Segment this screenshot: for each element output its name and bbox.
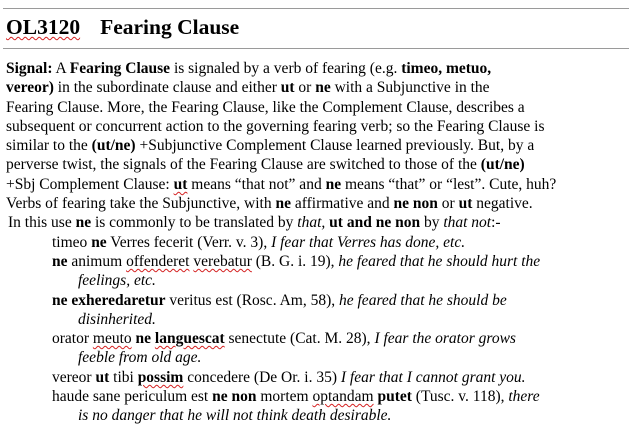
text-span: haude sane periculum est	[52, 388, 213, 406]
paragraph-line: Fearing Clause. More, the Fearing Clause, like the Complement Clause, describes a	[6, 98, 525, 116]
text-span: with a Subjunctive in the	[330, 79, 490, 97]
paragraph-line	[6, 213, 630, 232]
text-span: veritus est (Rosc. Am, 58),	[165, 291, 339, 309]
paragraph-line	[6, 194, 630, 213]
page-title: Fearing Clause	[100, 15, 240, 39]
example-line	[6, 252, 630, 271]
term-bold: ut	[173, 175, 188, 193]
text-span: timeo	[52, 233, 92, 251]
spellcheck-word: verebatur	[193, 252, 252, 270]
spellcheck-word: meuto	[92, 330, 132, 348]
text-span: +Subjunctive Complement Clause learned previously. But, by a	[135, 137, 535, 155]
text-span: A	[52, 60, 70, 77]
term-bold: ne	[325, 175, 342, 193]
text-span: :-	[491, 214, 501, 232]
text-span: or	[437, 195, 459, 213]
term-bold: ut and ne non	[329, 214, 421, 232]
translation-italic: feelings, etc.	[78, 272, 156, 290]
example-continuation	[6, 310, 630, 329]
text-span: (B. G. i. 19),	[251, 252, 339, 270]
translation-italic: I fear that Verres has done, etc.	[271, 233, 466, 251]
example-line	[6, 329, 630, 348]
text-span: (Tusc. v. 118),	[411, 388, 509, 406]
text-span: Verres fecerit (Verr. v. 3),	[106, 233, 272, 251]
translation-italic: he feared that he should be	[339, 291, 507, 309]
translation-italic: is no danger that he will not think death desirable.	[78, 407, 392, 425]
translation-italic: there	[508, 388, 540, 406]
paragraph-line	[6, 155, 630, 174]
translation-italic: feeble from old age.	[78, 349, 202, 367]
term-bold: ne	[75, 214, 92, 232]
text-span: similar to the	[6, 137, 92, 155]
text-span: mortem	[256, 388, 313, 406]
term-bold: ne	[91, 233, 107, 251]
text-span: In this use	[8, 214, 76, 232]
text-span: vereor	[52, 368, 96, 386]
example-line	[6, 387, 630, 406]
term-bold: ne non	[212, 388, 257, 406]
term-bold: ne	[275, 195, 291, 213]
text-span: or	[294, 79, 316, 97]
term-bold: ne non	[393, 195, 438, 213]
text-italic: that,	[297, 214, 326, 232]
term-bold: possim	[137, 368, 184, 386]
text-span: is signaled by a verb of fearing (e.g.	[170, 60, 402, 77]
example-line	[6, 233, 630, 252]
term-bold: ne	[135, 330, 152, 348]
paragraph-line	[6, 175, 630, 194]
top-divider	[3, 8, 629, 9]
spellcheck-word: offenderet	[126, 252, 190, 270]
term-bold: ut	[95, 368, 110, 386]
translation-italic: he feared that he should hurt the	[338, 252, 541, 270]
example-continuation	[6, 348, 630, 367]
signal-label: Signal:	[6, 60, 53, 77]
translation-italic: disinherited.	[78, 310, 156, 328]
term-bold: ne	[315, 79, 331, 97]
term-bold: (ut/ne)	[91, 137, 136, 155]
spellcheck-word: optandam	[312, 388, 374, 406]
term-bold: languescat	[154, 330, 225, 348]
text-span: perverse twist, the signals of the Fearing Clause are switched to those of the	[6, 156, 481, 174]
text-span: Verbs of fearing take the Subjunctive, with	[6, 195, 276, 213]
lesson-body	[6, 59, 630, 426]
translation-italic: I fear the orator grows	[374, 330, 516, 348]
text-span: by	[420, 214, 444, 232]
heading-divider	[3, 48, 629, 49]
paragraph-line	[6, 136, 630, 155]
text-span: means “that not” and	[187, 175, 326, 193]
paragraph-line	[6, 78, 630, 97]
example-continuation	[6, 406, 630, 425]
page-heading	[6, 15, 239, 40]
term-bold: ne	[52, 252, 68, 270]
text-italic: that not	[443, 214, 492, 232]
example-line	[6, 291, 630, 310]
text-span: +Sbj Complement Clause:	[6, 175, 174, 193]
paragraph-line	[6, 59, 630, 78]
term-bold: Fearing Clause	[69, 60, 171, 77]
text-span: in the subordinate clause and either	[53, 79, 281, 97]
term-bold: ne exheredaretur	[52, 291, 166, 309]
text-span: tibi	[109, 368, 138, 386]
text-span: animum	[67, 252, 127, 270]
term-bold: putet	[377, 388, 412, 406]
text-span: means “that” or “lest”. Cute, huh?	[341, 175, 557, 193]
text-span: negative.	[472, 195, 533, 213]
term-bold: ut	[458, 195, 473, 213]
translation-italic: I fear that I cannot grant you.	[340, 368, 526, 386]
text-span: senectute (Cat. M. 28),	[224, 330, 375, 348]
example-line	[6, 368, 630, 387]
example-continuation	[6, 271, 630, 290]
text-span: orator	[52, 330, 93, 348]
lesson-code: OL3120	[6, 15, 81, 39]
paragraph-line: subsequent or concurrent action to the governing fearing verb; so the Fearing Clause is	[6, 117, 545, 135]
text-span: concedere (De Or. i. 35)	[183, 368, 341, 386]
term-bold: ut	[280, 79, 295, 97]
text-span: is commonly to be translated by	[91, 214, 298, 232]
term-bold: (ut/ne)	[480, 156, 525, 174]
text-span: affirmative and	[290, 195, 394, 213]
term-bold: vereor)	[6, 79, 54, 97]
term-bold: timeo, metuo,	[401, 60, 492, 77]
